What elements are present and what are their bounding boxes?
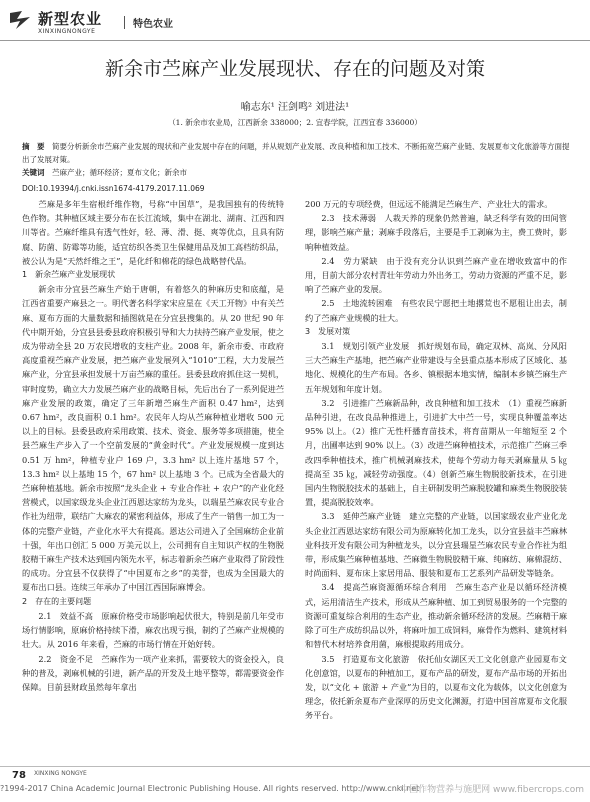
- doi: DOI:10.19394/j.cnki.issn1674-4179.2017.11.069: [22, 184, 205, 193]
- abstract-block: [22, 140, 570, 179]
- keywords: [22, 166, 570, 179]
- paragraph: 2.4 劳力紧缺 由于没有充分认识到苎麻产业在增收致富中的作用，目前大部分农村青壮年劳动力外出务工，劳动力资源的严重不足，影响了苎麻产业的发展。: [305, 255, 568, 295]
- footer-journal: XINXING NONGYE: [34, 770, 87, 777]
- paragraph: 3.4 提高苎麻资源循环综合利用 苎麻生态产业是以循环经济模式，运用清洁生产技术，形成从苎麻种植、加工到贸易服务的一个完整的资源可重复综合利用的生态产业，推动新余循环经济的发展。苎麻精干麻除了可生产成纺织品以外，将麻叶加工成饲料，麻骨作为燃料、建筑材料和替代木材培养食用菌，麻根提取药用成分。: [305, 582, 568, 650]
- keywords-label: 关键词: [22, 168, 45, 177]
- body-column-right: [305, 197, 567, 723]
- abstract: [22, 140, 570, 166]
- abstract-label: 摘 要: [22, 142, 45, 151]
- paragraph: 苎麻是多年生宿根纤维作物，号称“中国草”，是我国独有的传统特色作物。其种植区域主要分布在长江流域，集中在湖北、湖南、江西和四川等省。苎麻纤维具有透气性好，轻、薄、滑、挺、爽等优点，且具有防腐、防菌、防霉等功能，适宜纺织各类卫生保健用品及加工高档纺织品，被公认为是“天然纤维之王”，是化纤和棉花的绿色战略替代品。: [22, 199, 285, 266]
- paragraph: 3.3 延伸苎麻产业链 建立完整的产业链，以国家级农业产业化龙头企业江西恩达家纺有限公司为原麻转化加工龙头，以分宜县益丰苎麻林业科技开发有限公司为种植龙头，以分宜县瑞星苎麻农民专业合作社为组带，形成集苎麻种植基地、苎麻微生物脱胶精干麻、纯麻纺、麻棉混纺、时尚面料、夏布床上家居用品、服装和夏布工艺系列产品研发等链条。: [305, 511, 568, 579]
- section-tag: 特色农业: [133, 19, 173, 30]
- body-column-left: [22, 197, 284, 694]
- keywords-text: 苎麻产业；循环经济；夏布文化；新余市: [52, 168, 187, 177]
- journal-name-pinyin: XINXINGNONGYE: [38, 28, 96, 35]
- paragraph: 新余市分宜县苎麻生产始于唐朝，有着悠久的种麻历史和底蕴，是江西省重要产麻县之一。明代著名科学家宋应星在《天工开物》中有关苎麻、夏布方面的大量数据和插图就是在分宜县搜集的。从 20 世纪 90 年代中期开始，分宜县县委县政府积极引导和大力扶持苎麻产业发展，使之成为带动全县 20 万农民增收的支柱产业。2008 年，新余市委、市政府高度重视苎麻产业发展，把苎麻产业发展列入“1010”工程，大力发展苎麻产业，分宜县承担发展十万亩苎麻的重任。县委县政府抓住这一契机，审时度势，确立大力发展苎麻产业的战略目标，先后出台了一系列促进苎麻产业发展的政策，确定了三年新增苎麻生产面积 0.47 hm²，达到 0.67 hm²，改良面积 0.1 hm²。农民年人均从苎麻种植业增收 500 元以上的目标。县委县政府采用政策、技术、资金、服务等多项措施，使全县苎麻生产步入了一个空前发展的“黄金时代”。产业发展规模一度到达 0.51 万 hm²，种植专业户 169 户，3.3 hm² 以上连片基地 57 个，13.3 hm² 以上基地 15 个，67 hm² 以上基地 3 个。已成为全省最大的苎麻种植基地。新余市按照“龙头企业 + 专业合作社 + 农户”的产业化经营模式，以国家级龙头企业江西恩达家纺为龙头，以瑞星苎麻农民专业合作社为纽带，联结广大麻农的紧密利益体，形成了生产一销售一加工为一体的完整产业链，产业化水平大有提高。恩达公司进入了全国麻纺企业前十强，年出口创汇 5 000 万美元以上，公司拥有自主知识产权的生物脱胶精干麻生产技术达到国内领先水平，标志着新余苎麻产业取得了阶段性的成功。分宜县不仅获得了“中国夏布之乡”的美誉，也成为全国最大的夏布出口县。连续三年承办了中国江西国际麻博会。: [22, 284, 285, 593]
- paragraph: 2.3 技术薄弱 人栽天养的现象仍然普遍，缺乏科学有效的田间管理，影响苎麻产量；剥麻手段落后，主要是手工剥麻为主，费工费时，影响种植效益。: [305, 213, 568, 252]
- section-heading: 3 发展对策: [305, 326, 351, 336]
- footer-rule: [0, 766, 590, 767]
- page-number: 78: [12, 770, 26, 781]
- copyright-line: ?1994-2017 China Academic Journal Electronic Publishing House. All rights reserved. http://www.cnki.net: [0, 784, 420, 793]
- paragraph: 3.2 引进推广苎麻新品种，改良种植和加工技术 （1）重视苎麻新品种引进，在改良品种推进上，引进扩大中苎一号，实现良种覆盖率达 95% 以上。（2）推广无性杆播育苗技术，将育苗期从一年缩短至 2 个月，出圃率达到 90% 以上。（3）改进苎麻种植技术，示范推广苎麻三季改四季种植技术，推广机械剥麻技术，使每个劳动力每天剥麻量从 5 ㎏ 提高至 35 ㎏，减轻劳动强度。（4）创新苎麻生物脱胶新技术，在引进国内生物脱胶技术的基础上，自主研制发明苎麻脱胶罐和麻类生物脱胶装置，提高脱胶效率。: [305, 397, 568, 508]
- paragraph: 3.1 规划引领产业发展 抓好规划布局，确定双林、高岚、分风阳三大苎麻生产基地，把苎麻产业带建设与全县重点基本形成了区域化、基地化、规模化的生产布局。各乡、镇根据本地实情，编制本乡镇苎麻生产五年规划和年度计划。: [305, 341, 568, 394]
- article-affiliation: （1. 新余市农业局，江西新余 338000；2. 宜春学院，江西宜春 336000）: [168, 118, 422, 127]
- journal-logo-icon: [8, 9, 34, 31]
- page-header: [0, 0, 590, 40]
- header-divider: [124, 16, 125, 29]
- paragraph: 200 万元的专项经费，但远远不能满足苎麻生产、产业壮大的需求。: [305, 199, 553, 209]
- paragraph: 2.1 效益不高 原麻价格受市场影响起伏很大，特别是前几年受市场行情影响，原麻价格持续下滑，麻农出现亏损，制约了苎麻产业规模的壮大。从 2016 年来看，苎麻的市场行情在开始好转。: [22, 610, 285, 650]
- paragraph: 2.2 资金不足 苎麻作为一项产业来抓，需要较大的资金投入，良种的普及，剥麻机械的引进，新产品的开发及土地平整等，都需要资金作保障。目前县财政虽然每年拿出: [22, 653, 285, 692]
- abstract-text: 简要分析新余市苎麻产业发展的现状和产业发展中存在的问题，并从规划产业发展、改良种植和加工技术、不断拓宽苎麻产业链、发展夏布文化旅游等方面提出了发展对策。: [22, 142, 570, 164]
- site-watermark: 中国作物营养与施肥网 www.fibercrops.com: [400, 785, 584, 795]
- article-title: 新余市苎麻产业发展现状、存在的问题及对策: [104, 58, 485, 80]
- section-heading: 2 存在的主要问题: [22, 596, 92, 606]
- article-authors: 喻志东¹ 汪剑鸣² 刘进法¹: [240, 102, 350, 113]
- journal-name: 新型农业: [38, 10, 103, 28]
- paragraph: 3.5 打造夏布文化旅游 依托仙女湖区天工文化创意产业园夏布文化创意馆，以夏布的种植加工，夏布产品的研发，夏布产品市场的开拓出发，以“文化 + 旅游 + 产业”为目的，以夏布文化为载体，以文化创意为理念，依托新余夏布产业深厚的历史文化渊源，打造中国首席夏布文化服务平台。: [305, 653, 568, 721]
- section-heading: 1 新余苎麻产业发展现状: [22, 270, 116, 280]
- header-rule: [0, 40, 590, 41]
- paragraph: 2.5 土地流转困难 有些农民宁愿把土地撂荒也不愿租让出去，制约了苎麻产业规模的壮大。: [305, 298, 567, 323]
